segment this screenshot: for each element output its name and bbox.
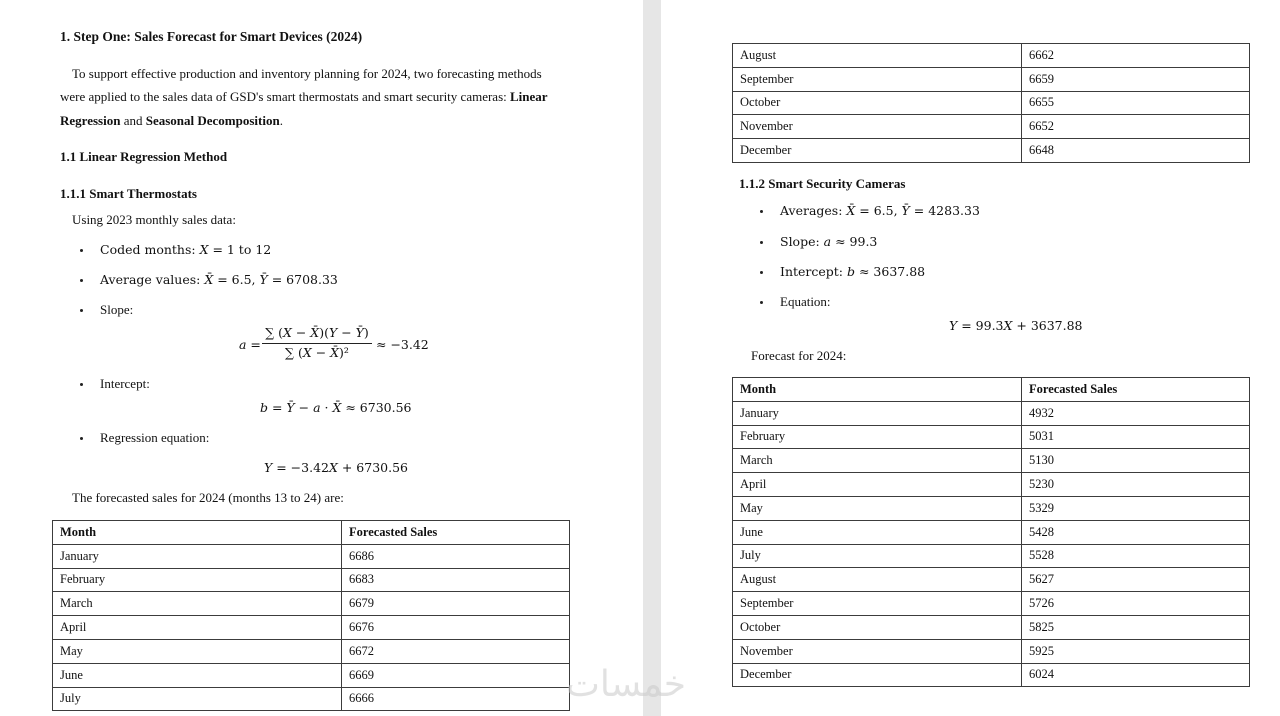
table-row [733, 592, 1250, 616]
table-row [53, 663, 570, 687]
bullet-dot [80, 279, 83, 282]
month-cell: December [733, 663, 1022, 687]
sales-cell: 6672 [342, 639, 570, 663]
intro-bold-linear: Linear [510, 89, 548, 104]
table-row [733, 568, 1250, 592]
sales-cell: 5031 [1022, 425, 1250, 449]
header-forecasted-sales: Forecasted Sales [1022, 378, 1250, 402]
bullet-text: Slope: [100, 302, 134, 317]
intercept-formula: 𝑏 = 𝑌̄ − 𝑎 · 𝑋̄ ≈ 6730.56 [260, 400, 412, 415]
bullet-dot [760, 301, 763, 304]
sales-cell: 5428 [1022, 520, 1250, 544]
table-row [733, 615, 1250, 639]
thermostat-forecast-table [52, 520, 570, 711]
sales-cell: 6662 [1022, 44, 1250, 68]
bullet-text: Average values: 𝑋̄ = 6.5, 𝑌̄ = 6708.33 [100, 272, 338, 287]
month-cell: May [53, 639, 342, 663]
sales-cell: 4932 [1022, 401, 1250, 425]
month-cell: November [733, 115, 1022, 139]
intro-bold-seasonal: Seasonal Decomposition [145, 113, 280, 128]
month-cell: March [733, 449, 1022, 473]
sales-cell: 6655 [1022, 91, 1250, 115]
header-forecasted-sales: Forecasted Sales [342, 521, 570, 545]
sales-cell: 6679 [342, 592, 570, 616]
intro-and: and [120, 113, 146, 128]
sales-cell: 5726 [1022, 592, 1250, 616]
bullet-dot [760, 210, 763, 213]
month-cell: July [733, 544, 1022, 568]
sales-cell: 5925 [1022, 639, 1250, 663]
fraction-bar [262, 343, 372, 344]
forecast-intro: The forecasted sales for 2024 (months 13 to 24) are: [72, 490, 344, 505]
month-cell: August [733, 44, 1022, 68]
sales-cell: 5627 [1022, 568, 1250, 592]
month-cell: March [53, 592, 342, 616]
bullet-dot [760, 271, 763, 274]
month-cell: October [733, 91, 1022, 115]
intro-line-1: To support effective production and inventory planning for 2024, two forecasting methods [72, 66, 542, 81]
intro-text: were applied to the sales data of GSD's smart thermostats and smart security cameras: [60, 89, 510, 104]
using-data-text: Using 2023 monthly sales data: [72, 212, 236, 227]
sales-cell: 5130 [1022, 449, 1250, 473]
sales-cell: 6686 [342, 544, 570, 568]
thermostat-forecast-table-continued [732, 43, 1250, 163]
slope-denominator: ∑ (𝑋 − 𝑋̄)² [285, 345, 349, 360]
month-cell: September [733, 67, 1022, 91]
watermark: خمسات [566, 664, 687, 705]
bullet-text: Regression equation: [100, 430, 210, 445]
month-cell: June [733, 520, 1022, 544]
cameras-forecast-table [732, 377, 1250, 687]
month-cell: January [53, 544, 342, 568]
table-row [733, 91, 1250, 115]
table-row [733, 449, 1250, 473]
section-title: 1. Step One: Sales Forecast for Smart Devices (2024) [60, 29, 363, 44]
sales-cell: 5825 [1022, 615, 1250, 639]
month-cell: January [733, 401, 1022, 425]
intro-bold-regression: Regression [60, 113, 121, 128]
sales-cell: 6669 [342, 663, 570, 687]
bullet-dot [80, 249, 83, 252]
method-title: 1.1 Linear Regression Method [60, 149, 228, 164]
sales-cell: 5329 [1022, 496, 1250, 520]
month-cell: April [53, 616, 342, 640]
bullet-text: Equation: [780, 294, 831, 309]
bullet-dot [80, 437, 83, 440]
table-row [733, 496, 1250, 520]
table-row [733, 401, 1250, 425]
table-row [53, 568, 570, 592]
table-row [53, 639, 570, 663]
bullet-dot [80, 309, 83, 312]
document-page-right [661, 0, 1280, 716]
table-row [733, 115, 1250, 139]
intro-line-3 [60, 113, 283, 129]
month-cell: February [53, 568, 342, 592]
intro-line-2 [60, 89, 548, 105]
bullet-text: Coded months: 𝑋 = 1 to 12 [100, 242, 272, 257]
regression-formula: 𝑌 = −3.42𝑋 + 6730.56 [264, 460, 408, 475]
month-cell: April [733, 473, 1022, 497]
sales-cell: 5528 [1022, 544, 1250, 568]
bullet-text: Averages: 𝑋̄ = 6.5, 𝑌̄ = 4283.33 [780, 203, 980, 218]
forecast-intro: Forecast for 2024: [751, 348, 847, 363]
table-row [733, 544, 1250, 568]
month-cell: September [733, 592, 1022, 616]
table-row [53, 687, 570, 711]
bullet-dot [80, 383, 83, 386]
sales-cell: 6652 [1022, 115, 1250, 139]
table-row [733, 67, 1250, 91]
sales-cell: 6666 [342, 687, 570, 711]
table-row [733, 425, 1250, 449]
sales-cell: 6659 [1022, 67, 1250, 91]
month-cell: May [733, 496, 1022, 520]
slope-fraction [262, 325, 372, 365]
table-row [733, 44, 1250, 68]
month-cell: June [53, 663, 342, 687]
table-row [733, 639, 1250, 663]
slope-numerator: ∑ (𝑋 − 𝑋̄)(𝑌 − 𝑌̄) [265, 325, 369, 340]
table-header-row [733, 378, 1250, 402]
bullet-text: Intercept: 𝑏 ≈ 3637.88 [780, 264, 926, 279]
intro-period: . [279, 113, 283, 128]
table-row [53, 616, 570, 640]
table-row [733, 663, 1250, 687]
table-row [53, 544, 570, 568]
header-month: Month [53, 521, 342, 545]
page-gutter [643, 0, 661, 716]
bullet-dot [760, 241, 763, 244]
equation-formula: 𝑌 = 99.3𝑋 + 3637.88 [949, 318, 1083, 333]
month-cell: August [733, 568, 1022, 592]
cameras-subtitle: 1.1.2 Smart Security Cameras [739, 176, 906, 191]
table-row [53, 592, 570, 616]
table-row [733, 139, 1250, 163]
table-header-row [53, 521, 570, 545]
sales-cell: 6676 [342, 616, 570, 640]
month-cell: December [733, 139, 1022, 163]
sales-cell: 5230 [1022, 473, 1250, 497]
header-month: Month [733, 378, 1022, 402]
slope-rhs: ≈ −3.42 [376, 337, 429, 352]
sales-cell: 6648 [1022, 139, 1250, 163]
thermostats-subtitle: 1.1.1 Smart Thermostats [60, 186, 197, 201]
bullet-text: Intercept: [100, 376, 150, 391]
table-row [733, 473, 1250, 497]
sales-cell: 6024 [1022, 663, 1250, 687]
month-cell: February [733, 425, 1022, 449]
month-cell: July [53, 687, 342, 711]
sales-cell: 6683 [342, 568, 570, 592]
table-row [733, 520, 1250, 544]
month-cell: November [733, 639, 1022, 663]
bullet-text: Slope: 𝑎 ≈ 99.3 [780, 234, 878, 249]
slope-lhs: 𝑎 = [239, 337, 261, 352]
month-cell: October [733, 615, 1022, 639]
